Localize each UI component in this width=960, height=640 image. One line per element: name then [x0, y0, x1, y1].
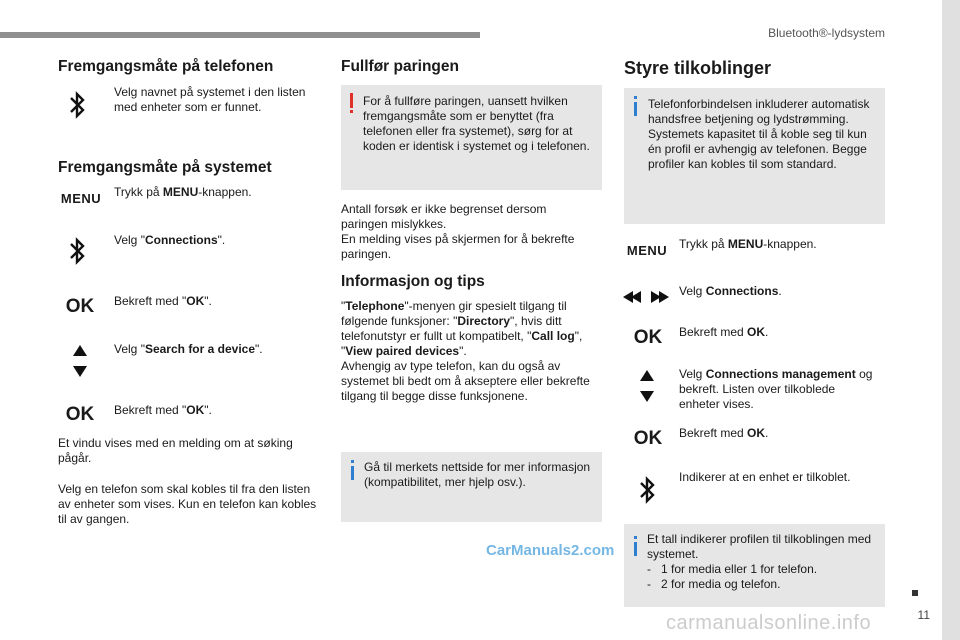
pairing-attempts-text: Antall forsøk er ikke begrenset dersom paringen mislykkes. En melding vises på skjermen for å bekrefte paringen. — [341, 202, 575, 261]
system-step-1: Trykk på MENU-knappen. — [114, 185, 252, 199]
bluetooth-icon — [632, 472, 662, 508]
search-message-text: Et vindu vises med en melding om at søking pågår. — [58, 436, 293, 465]
connection-note-text: Telefonforbindelsen inkluderer automatisk handsfree betjening og lydstrømming. Systemets kapasitet til å koble seg til kun én profil er avhengig av telefonen. Begge profiler kan kobles til som standard. — [648, 97, 870, 171]
info-note-text: Gå til merkets nettside for mer informasjon (kompatibilitet, mer hjelp osv.). — [364, 460, 591, 489]
manage-step-3: Bekreft med OK. — [679, 325, 769, 339]
info-icon — [634, 102, 637, 116]
left-right-arrows-icon — [622, 288, 670, 306]
ok-button-icon: OK — [65, 296, 95, 317]
system-step-3: Bekreft med "OK". — [114, 294, 212, 308]
bluetooth-icon — [62, 88, 92, 122]
manage-step-6: Indikerer at en enhet er tilkoblet. — [679, 470, 851, 484]
info-note-box — [341, 452, 602, 522]
warning-icon — [350, 93, 353, 108]
manage-step-1: Trykk på MENU-knappen. — [679, 237, 817, 251]
page-number: 11 — [917, 608, 930, 622]
manage-step-2: Velg Connections. — [679, 284, 782, 298]
up-down-arrows-icon — [68, 343, 92, 379]
end-marker — [912, 590, 918, 596]
manage-step-5: Bekreft med OK. — [679, 426, 769, 440]
info-text: "Telephone"-menyen gir spesielt tilgang til følgende funksjoner: "Directory", hvis ditt telefonutstyr er fullt ut kompatibelt, "Call log", "View paired devices". Avhengig av type telefon, kan du også av systemet bli bedt om å akseptere eller bekrefte tilgang til begge disse funksjonene. — [341, 299, 590, 403]
header-bar — [0, 32, 480, 38]
warning-box — [341, 85, 602, 190]
page-edge-tab — [942, 0, 960, 640]
profile-note-text: Et tall indikerer profilen til tilkoblingen med systemet. - 1 for media eller 1 for telefon. - 2 for media og telefon. — [647, 532, 872, 591]
system-step-4: Velg "Search for a device". — [114, 342, 263, 356]
heading-manage-connections: Styre tilkoblinger — [624, 58, 772, 78]
watermark-carmanualsonline: carmanualsonline.info — [666, 612, 872, 634]
up-down-arrows-icon — [635, 368, 659, 404]
manage-step-4: Velg Connections management og bekreft. Listen over tilkoblede enheter vises. — [679, 367, 873, 411]
page-header-title: Bluetooth®-lydsystem — [768, 26, 885, 40]
info-icon — [351, 466, 354, 480]
warning-text: For å fullføre paringen, uansett hvilken fremgangsmåte som er benyttet (fra telefonen eller fra systemet), sørg for at koden er identisk i systemet og i telefonen. — [363, 94, 590, 153]
info-note-box — [624, 524, 885, 607]
ok-button-icon: OK — [65, 404, 95, 425]
info-note-box — [624, 88, 885, 224]
phone-step-text: Velg navnet på systemet i den listen med enheter som er funnet. — [114, 85, 306, 114]
info-icon — [634, 542, 637, 556]
watermark-carmanuals2: CarManuals2.com — [486, 542, 615, 559]
select-phone-text: Velg en telefon som skal kobles til fra den listen av enheter som vises. Kun en telefon kan kobles til av gangen. — [58, 482, 317, 526]
system-step-2: Velg "Connections". — [114, 233, 226, 247]
heading-complete-pairing: Fullfør paringen — [341, 58, 459, 75]
ok-button-icon: OK — [633, 428, 663, 449]
heading-phone-procedure: Fremgangsmåte på telefonen — [58, 58, 274, 75]
system-step-5: Bekreft med "OK". — [114, 403, 212, 417]
menu-button-icon: MENU — [626, 242, 668, 258]
heading-info-tips: Informasjon og tips — [341, 273, 485, 290]
heading-system-procedure: Fremgangsmåte på systemet — [58, 159, 272, 176]
menu-button-icon: MENU — [60, 190, 102, 206]
ok-button-icon: OK — [633, 327, 663, 348]
bluetooth-icon — [62, 234, 92, 268]
